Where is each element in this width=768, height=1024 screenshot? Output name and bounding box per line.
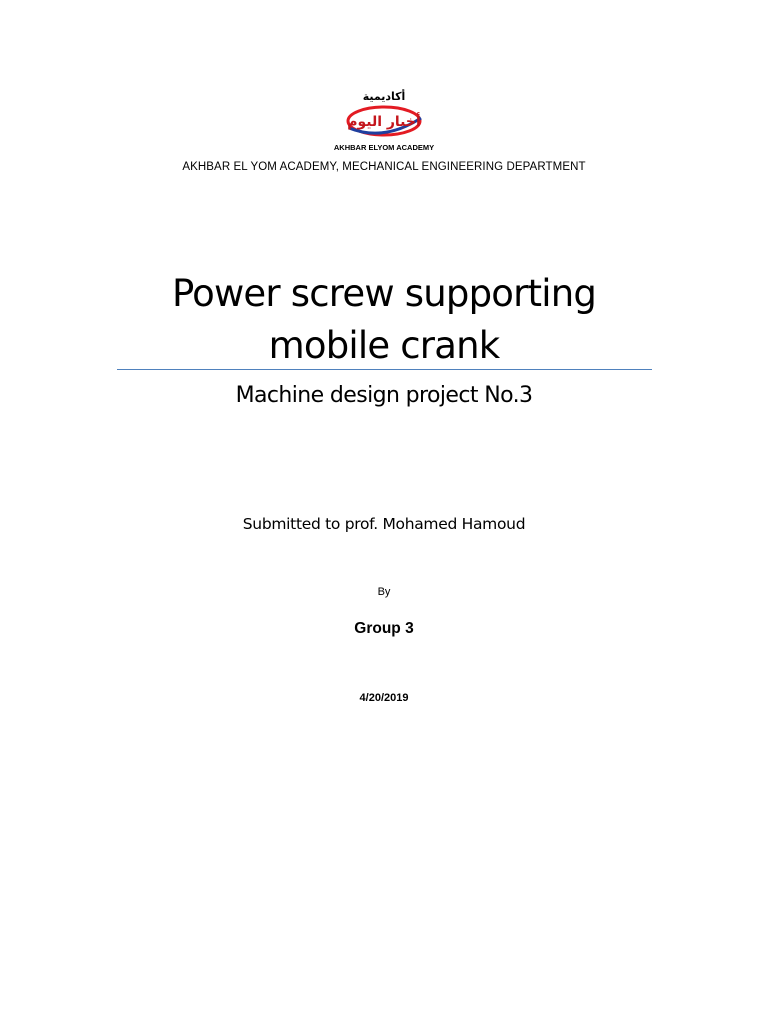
document-subtitle: Machine design project No.3 [235, 383, 533, 408]
department-heading: AKHBAR EL YOM ACADEMY, MECHANICAL ENGINEERING DEPARTMENT [182, 161, 586, 173]
logo-caption: AKHBAR ELYOM ACADEMY [333, 143, 435, 152]
title-line-2: mobile crank [268, 324, 500, 367]
by-label: By [377, 586, 391, 598]
document-title [84, 268, 684, 372]
title-line-1: Power screw supporting [171, 272, 597, 315]
group-name: Group 3 [354, 620, 414, 637]
academy-logo-graphic [333, 84, 435, 154]
title-divider [117, 369, 652, 370]
logo-arabic-text: أكاديمية [362, 90, 406, 103]
academy-logo [333, 84, 435, 154]
logo-wordmark: أخبار اليوم [347, 114, 421, 130]
document-date: 4/20/2019 [359, 692, 409, 704]
submitted-to: Submitted to prof. Mohamed Hamoud [242, 515, 526, 533]
